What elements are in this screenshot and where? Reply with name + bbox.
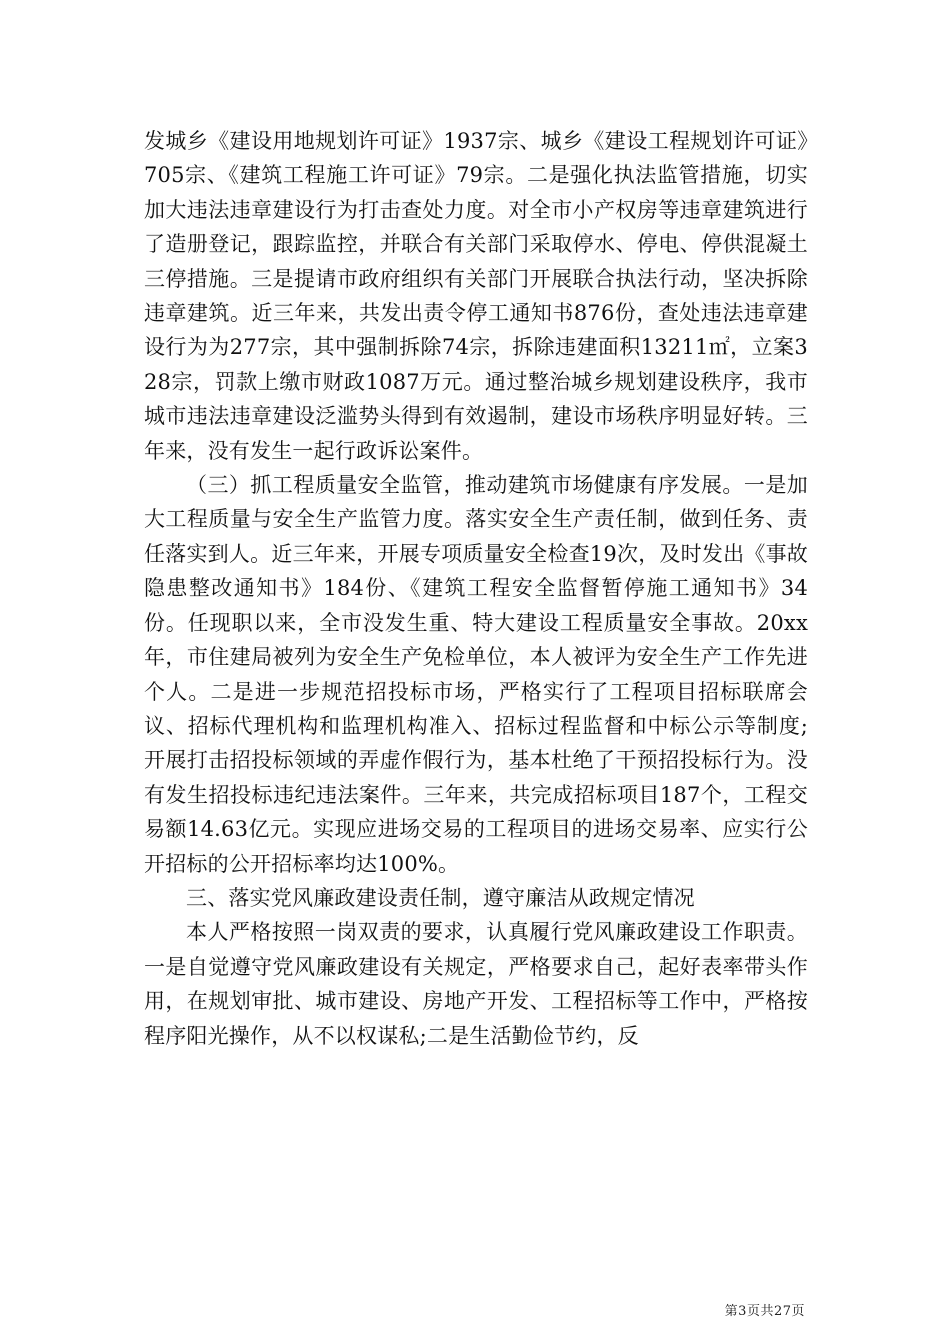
paragraph-continuation: 发城乡《建设用地规划许可证》1937宗、城乡《建设工程规划许可证》705宗、《建筑工程施工许可证》79宗。二是强化执法监管措施，切实加大违法违章建设行为打击查处力度。对全市小产权房等违章建筑进行了造册登记，跟踪监控，并联合有关部门采取停水、停电、停供混凝土三停措施。三是提请市政府组织有关部门开展联合执法行动，坚决拆除违章建筑。近三年来，共发出责令停工通知书876份，查处违法违章建设行为为277宗，其中强制拆除74宗，拆除违建面积13211㎡，立案328宗，罚款上缴市财政1087万元。通过整治城乡规划建设秩序，我市城市违法违章建设泛滥势头得到有效遏制，建设市场秩序明显好转。三年来，没有发生一起行政诉讼案件。 <box>144 129 808 463</box>
page-number-footer: 第3页共27页 <box>724 1304 805 1319</box>
section-heading: 三、落实党风廉政建设责任制，遵守廉洁从政规定情况 <box>186 885 695 910</box>
paragraph-integrity: 本人严格按照一岗双责的要求，认真履行党风廉政建设工作职责。一是自觉遵守党风廉政建设有关规定，严格要求自己，起好表率带头作用，在规划审批、城市建设、房地产开发、工程招标等工作中，严格按程序阳光操作，从不以权谋私;二是生活勤俭节约，反 <box>144 920 808 1048</box>
document-body <box>144 124 808 1053</box>
paragraph-section-three: （三）抓工程质量安全监管，推动建筑市场健康有序发展。一是加大工程质量与安全生产监管力度。落实安全生产责任制，做到任务、责任落实到人。近三年来，开展专项质量安全检查19次，及时发出《事故隐患整改通知书》184份、《建筑工程安全监督暂停施工通知书》34份。任现职以来，全市没发生重、特大建设工程质量安全事故。20xx年，市住建局被列为安全生产免检单位，本人被评为安全生产工作先进个人。二是进一步规范招投标市场，严格实行了工程项目招标联席会议、招标代理机构和监理机构准入、招标过程监督和中标公示等制度;开展打击招投标领域的弄虚作假行为，基本杜绝了干预招投标行为。没有发生招投标违纪违法案件。三年来，共完成招标项目187个，工程交易额14.63亿元。实现应进场交易的工程项目的进场交易率、应实行公开招标的公开招标率均达100%。 <box>144 473 808 876</box>
